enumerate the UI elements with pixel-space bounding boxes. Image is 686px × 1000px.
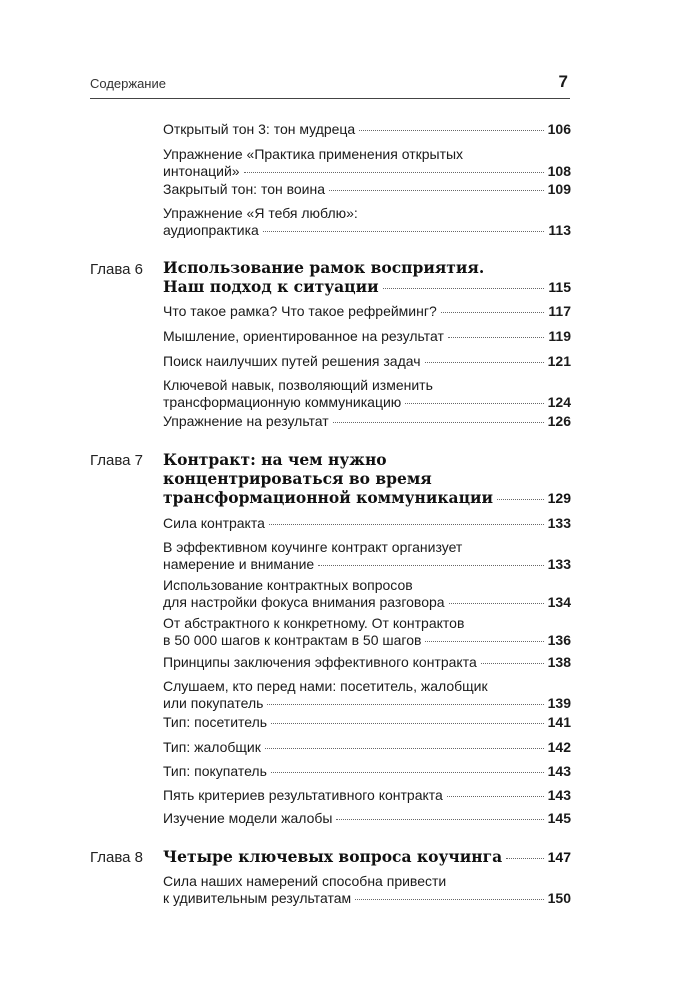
toc-entry[interactable]: Тип: жалобщик 142: [163, 739, 571, 755]
toc-page: 142: [547, 739, 571, 755]
toc-entry[interactable]: Открытый тон 3: тон мудреца 106: [163, 121, 571, 137]
toc-page: 133: [547, 556, 571, 572]
toc-entry[interactable]: В эффективном коучинге контракт организует намерение и внимание 133: [163, 539, 571, 572]
toc-entry[interactable]: Упражнение «Я тебя люблю»: аудиопрактика 113: [163, 205, 571, 238]
toc-page: 108: [547, 163, 571, 179]
chapter-label: Глава 6: [90, 261, 144, 278]
toc-entry[interactable]: Ключевой навык, позволяющий изменить трансформационную коммуникацию 124: [163, 377, 571, 410]
toc-entry[interactable]: От абстрактного к конкретному. От контрактов в 50 000 шагов к контрактам в 50 шагов 136: [163, 615, 571, 648]
toc-page: 115: [548, 279, 571, 295]
toc-page: 121: [547, 353, 571, 369]
page-header: [90, 72, 570, 94]
toc-entry[interactable]: Сила наших намерений способна привести к удивительным результатам 150: [163, 873, 571, 906]
toc-page: 119: [548, 328, 571, 344]
toc-page: 113: [548, 222, 571, 238]
toc-entry[interactable]: Сила контракта 133: [163, 515, 571, 531]
toc-entry[interactable]: Что такое рамка? Что такое рефрейминг? 117: [163, 303, 571, 319]
toc-page: 117: [548, 303, 571, 319]
toc-entry[interactable]: Мышление, ориентированное на результат 119: [163, 328, 571, 344]
toc-page: 136: [547, 632, 571, 648]
toc-page: 138: [547, 654, 571, 670]
toc-page: 129: [547, 490, 571, 506]
header-rule: [90, 98, 570, 99]
toc-entry[interactable]: Использование контрактных вопросов для настройки фокуса внимания разговора 134: [163, 577, 571, 610]
toc-page: 134: [547, 594, 571, 610]
toc-page: 133: [547, 515, 571, 531]
page-number: 7: [558, 72, 568, 91]
toc-entry[interactable]: Принципы заключения эффективного контракта 138: [163, 654, 571, 670]
toc-page: 109: [547, 181, 571, 197]
toc-page: 106: [547, 121, 571, 137]
toc-entry[interactable]: Изучение модели жалобы 145: [163, 810, 571, 826]
toc-page: 141: [547, 714, 571, 730]
toc-page: 147: [547, 849, 571, 865]
toc-entry[interactable]: Тип: покупатель 143: [163, 763, 571, 779]
toc-page: 139: [547, 695, 571, 711]
toc-entry[interactable]: Упражнение на результат 126: [163, 413, 571, 429]
toc-entry[interactable]: Закрытый тон: тон воина 109: [163, 181, 571, 197]
toc-page: 126: [547, 413, 571, 429]
chapter-title[interactable]: Контракт: на чем нужно концентрироваться во время трансформационной коммуникации 129: [163, 450, 571, 507]
chapter-label: Глава 7: [90, 452, 144, 469]
toc-entry[interactable]: Слушаем, кто перед нами: посетитель, жалобщик или покупатель 139: [163, 678, 571, 711]
running-head: Содержание: [90, 76, 166, 91]
chapter-label: Глава 8: [90, 849, 144, 866]
toc-entry[interactable]: Тип: посетитель 141: [163, 714, 571, 730]
toc-entry[interactable]: Упражнение «Практика применения открытых интонаций» 108: [163, 146, 571, 179]
toc-page: 143: [547, 763, 571, 779]
chapter-title[interactable]: Четыре ключевых вопроса коучинга 147: [163, 847, 571, 866]
toc-page: 143: [547, 787, 571, 803]
toc-entry[interactable]: Пять критериев результативного контракта 143: [163, 787, 571, 803]
toc-page: 145: [547, 810, 571, 826]
toc-entry[interactable]: Поиск наилучших путей решения задач 121: [163, 353, 571, 369]
chapter-title[interactable]: Использование рамок восприятия. Наш подход к ситуации 115: [163, 258, 571, 296]
toc-page: 124: [547, 394, 571, 410]
toc-page: 150: [547, 890, 571, 906]
